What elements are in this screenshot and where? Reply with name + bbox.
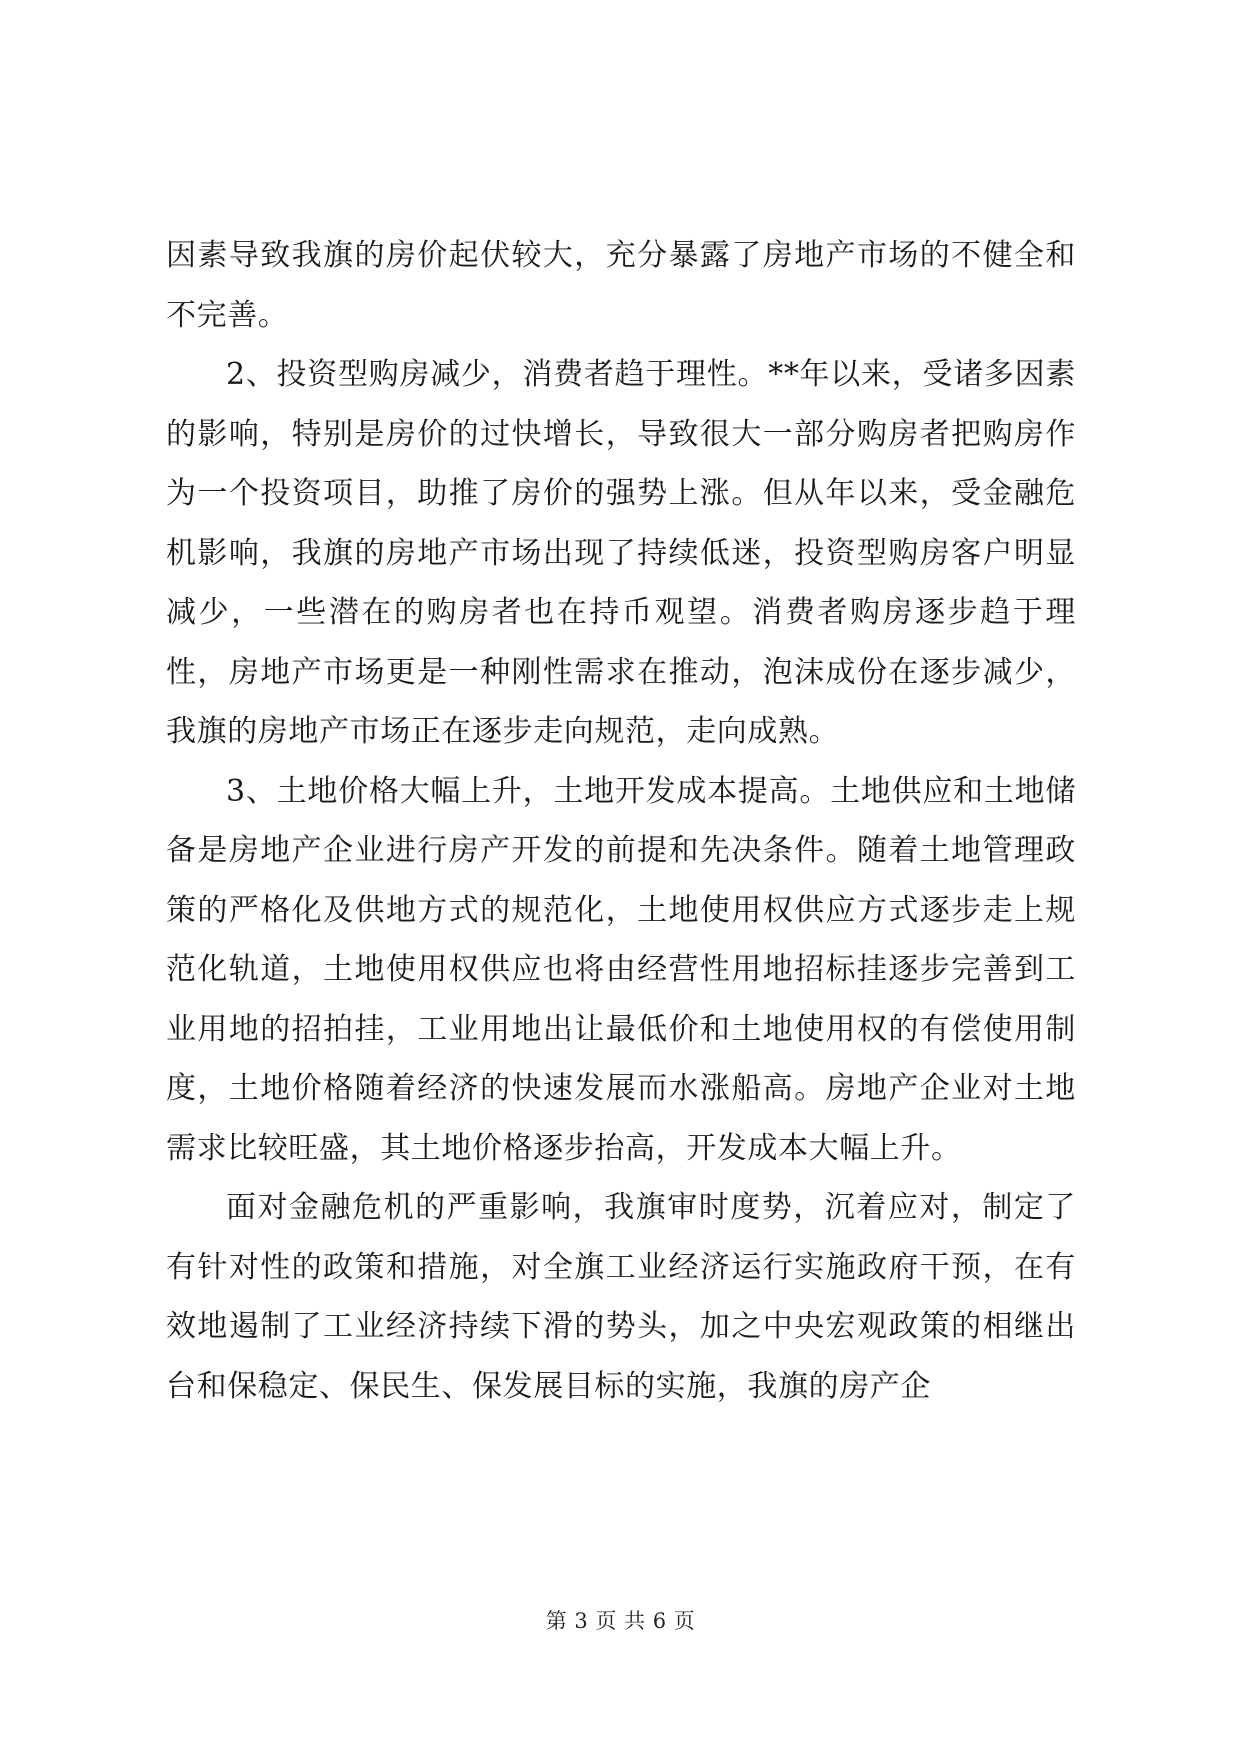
paragraph-financial-crisis-response: 面对金融危机的严重影响，我旗审时度势，沉着应对，制定了有针对性的政策和措施，对全旗工业经济运行实施政府干预，在有效地遏制了工业经济持续下滑的势头，加之中央宏观政策的相继出台和保稳定、保民生、保发展目标的实施，我旗的房产企: [166, 1190, 1076, 1404]
page-footer: [0, 1605, 1241, 1635]
page-number-label: 第 3 页 共 6 页: [545, 1609, 696, 1633]
document-body: [166, 226, 1076, 1416]
paragraph-continued: 因素导致我旗的房价起伏较大，充分暴露了房地产市场的不健全和不完善。: [166, 238, 1076, 333]
paragraph-investment-purchases: 2、投资型购房减少，消费者趋于理性。**年以来，受诸多因素的影响，特别是房价的过快增长，导致很大一部分购房者把购房作为一个投资项目，助推了房价的强势上涨。但从年以来，受金融危机影响，我旗的房地产市场出现了持续低迷，投资型购房客户明显减少，一些潜在的购房者也在持币观望。消费者购房逐步趋于理性，房地产市场更是一种刚性需求在推动，泡沫成份在逐步减少，我旗的房地产市场正在逐步走向规范，走向成熟。: [166, 357, 1076, 749]
paragraph-land-prices: 3、土地价格大幅上升，土地开发成本提高。土地供应和土地储备是房地产企业进行房产开发的前提和先决条件。随着土地管理政策的严格化及供地方式的规范化，土地使用权供应方式逐步走上规范化轨道，土地使用权供应也将由经营性用地招标挂逐步完善到工业用地的招拍挂，工业用地出让最低价和土地使用权的有偿使用制度，土地价格随着经济的快速发展而水涨船高。房地产企业对土地需求比较旺盛，其土地价格逐步抬高，开发成本大幅上升。: [166, 773, 1076, 1166]
